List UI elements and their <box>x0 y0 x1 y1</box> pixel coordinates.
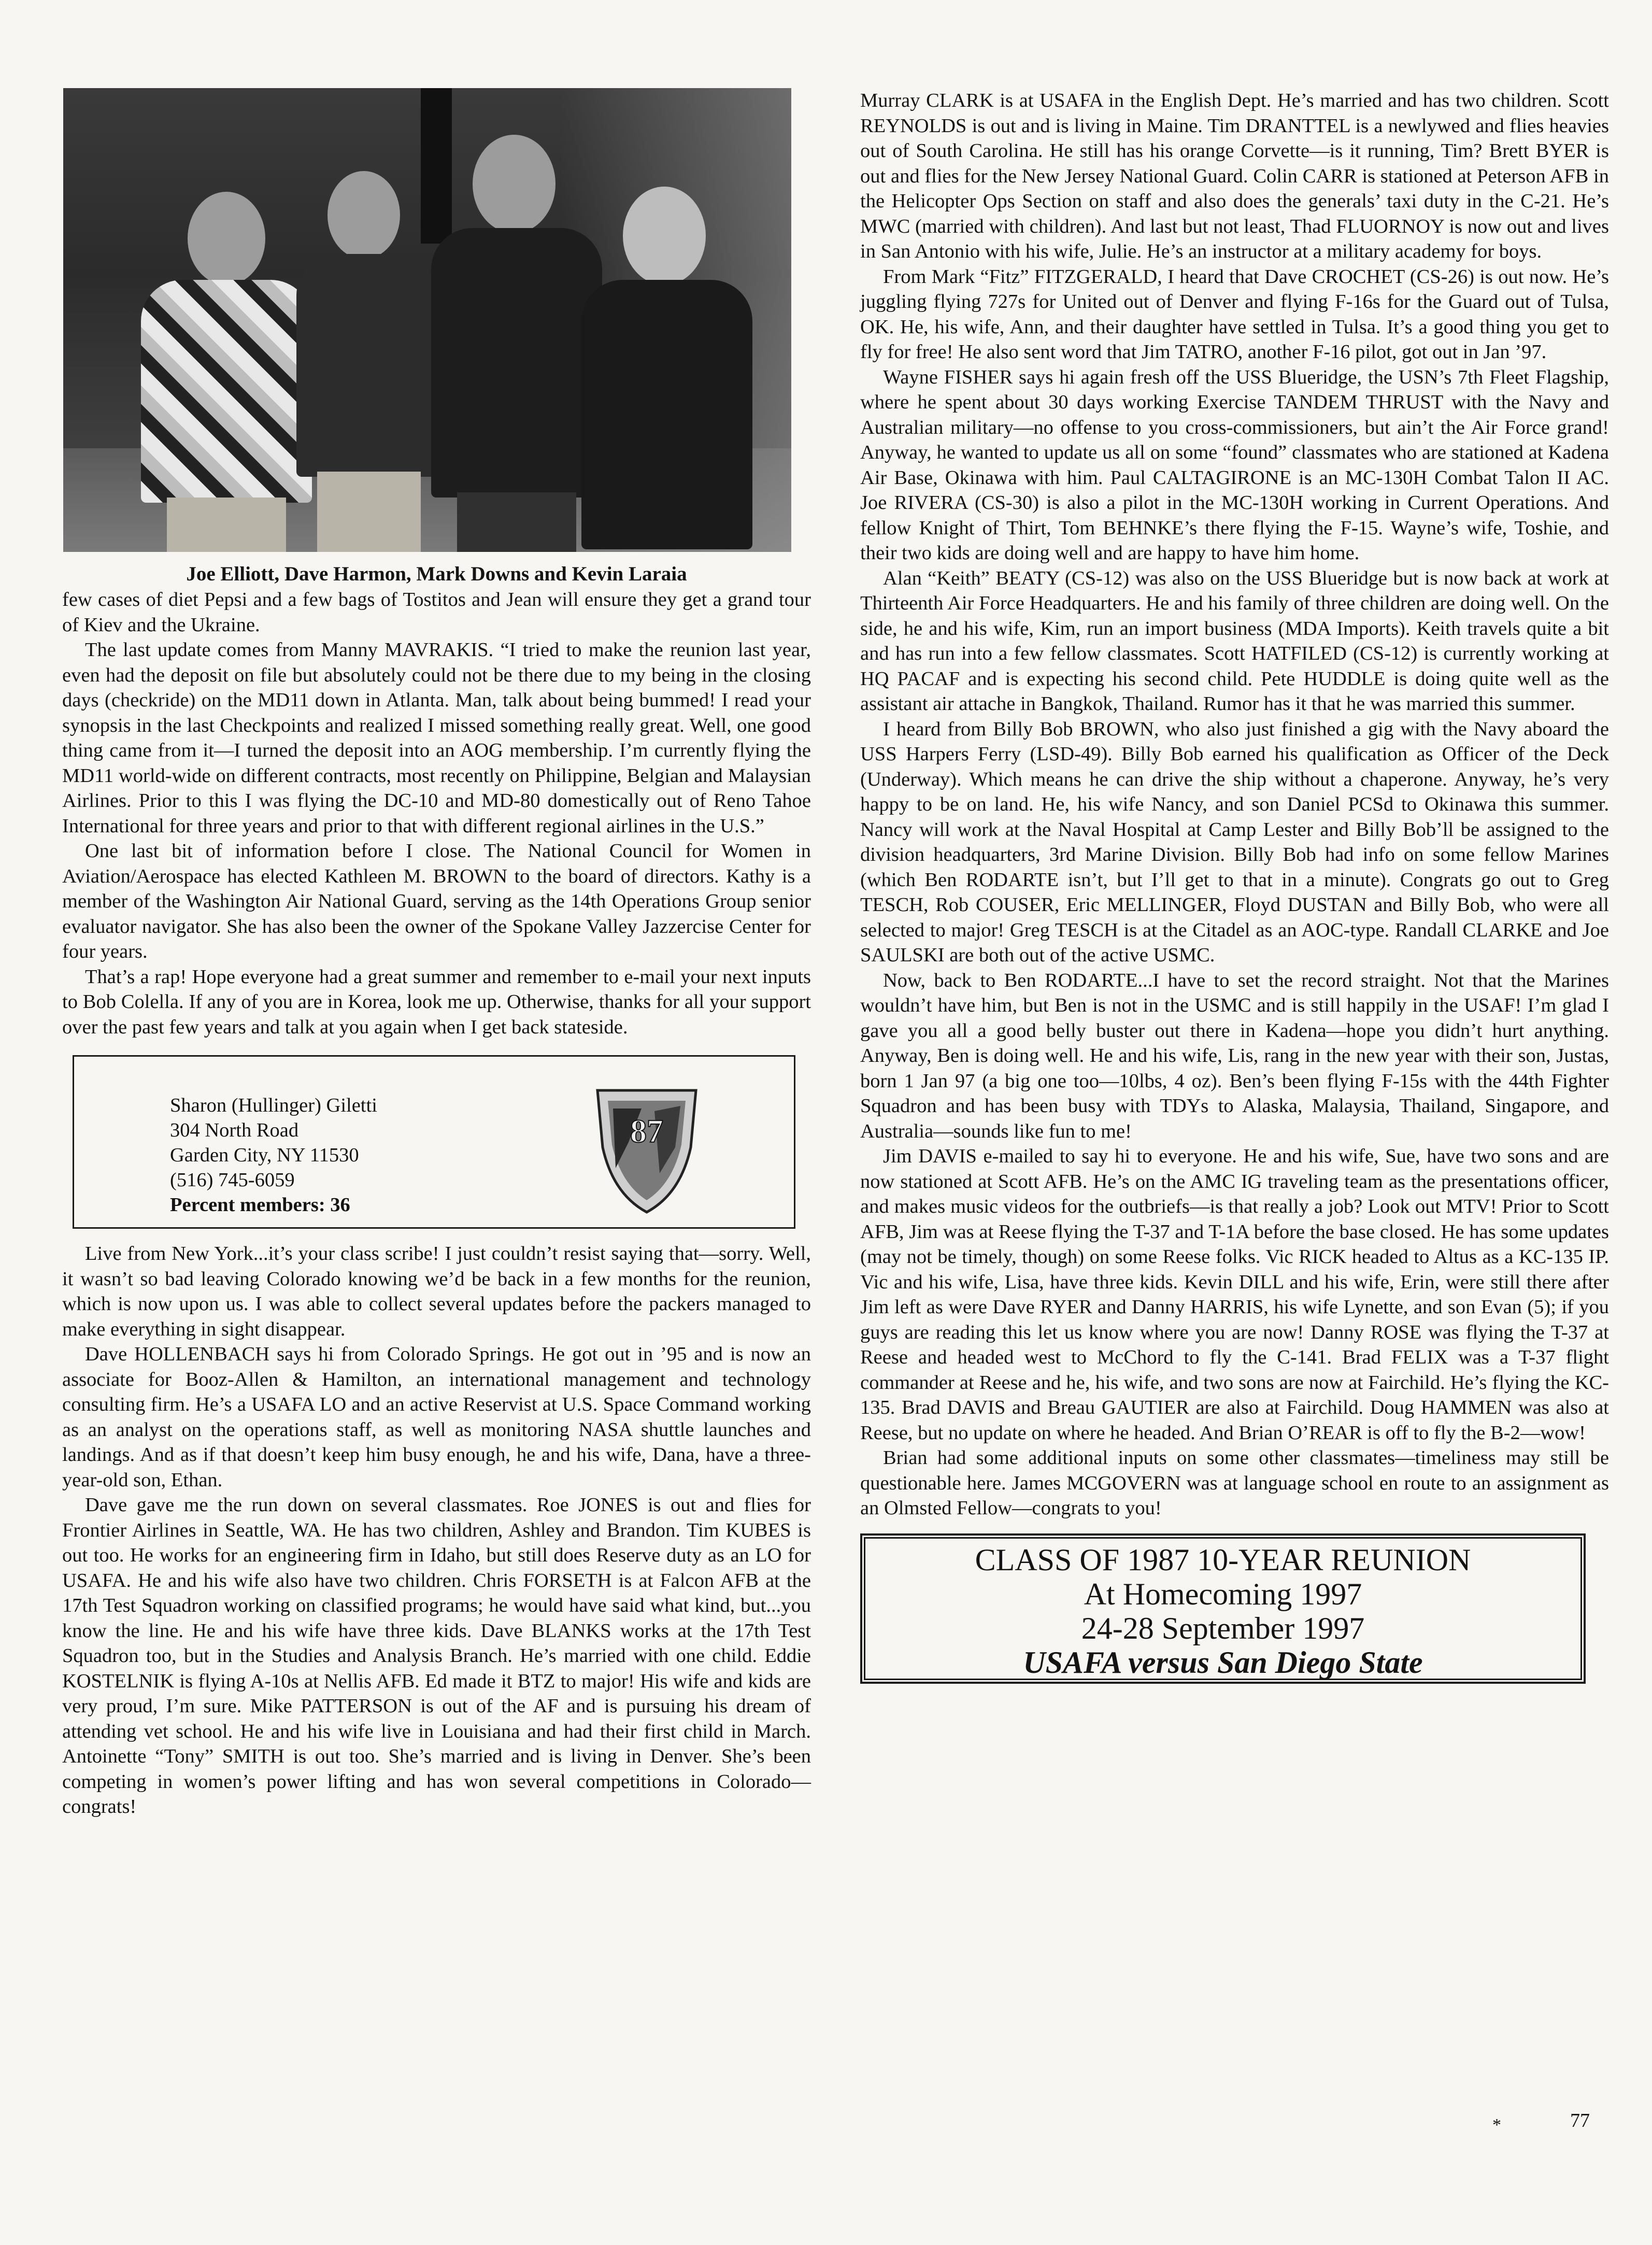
scribe-phone: (516) 745-6059 <box>170 1169 295 1191</box>
article-paragraph: Dave HOLLENBACH says hi from Colorado Springs. He got out in ’95 and is now an associate for Booz-Allen & Hamilton, an international management and technology consulting firm. He’s a USAFA LO and an active Reservist at U.S. Space Command working as an analyst on the operations staff, as well as monitoring NASA shuttle launches and landings. And as if that doesn’t keep him busy enough, he and his wife, Dana, have a three-year-old son, Ethan. <box>62 1343 811 1491</box>
photo-caption: Joe Elliott, Dave Harmon, Mark Downs and Kevin Laraia <box>186 563 687 585</box>
reunion-game: USAFA versus San Diego State <box>1023 1645 1423 1680</box>
article-paragraph: few cases of diet Pepsi and a few bags of Tostitos and Jean will ensure they get a grand tour of Kiev and the Ukraine. <box>62 589 811 636</box>
article-paragraph: That’s a rap! Hope everyone had a great summer and remember to e-mail your next inputs to Bob Colella. If any of you are in Korea, look me up. Otherwise, thanks for all your support over the past few years and talk at you again when I get back stateside. <box>62 965 811 1038</box>
article-paragraph: Brian had some additional inputs on some other classmates—timeliness may still be questionable here. James MCGOVERN was at language school en route to an assignment as an Olmsted Fellow—congrats to you! <box>860 1447 1609 1519</box>
percent-members: Percent members: 36 <box>170 1194 350 1216</box>
left-column <box>62 88 811 1820</box>
article-paragraph: From Mark “Fitz” FITZGERALD, I heard that Dave CROCHET (CS-26) is out now. He’s juggling flying 727s for United out of Denver and flying F-16s for the Guard out of Tulsa, OK. He, his wife, Ann, and their daughter have settled in Tulsa. It’s a good thing you get to fly for free! He also sent word that Jim TATRO, another F-16 pilot, got out in Jan ’97. <box>860 265 1609 363</box>
article-paragraph: Now, back to Ben RODARTE...I have to set the record straight. Not that the Marines wouldn’t have him, but Ben is not in the USMC and is still happily in the USAF! I’m glad I gave you all a good belly buster out there in Kadena—hope you didn’t hurt anything. Anyway, Ben is doing well. He and his wife, Lis, rang in the new year with their son, Justas, born 1 Jan 97 (a big one too—10lbs, 4 oz). Ben’s been flying F-15s with the 44th Fighter Squadron and has been busy with TDYs to Alaska, Malaysia, Thailand, Singapore, and Australia—sounds like fun to me! <box>860 969 1609 1142</box>
scribe-name: Sharon (Hullinger) Giletti <box>170 1095 377 1116</box>
article-paragraph: One last bit of information before I close. The National Council for Women in Aviation/Aerospace has elected Kathleen M. BROWN to the board of directors. Kathy is a member of the Washington Air National Guard, serving as the 14th Operations Group senior evaluator navigator. She has also been the owner of the Spokane Valley Jazzercise Center for four years. <box>62 840 811 962</box>
scribe-street: 304 North Road <box>170 1119 299 1141</box>
article-paragraph: Live from New York...it’s your class scribe! I just couldn’t resist saying that—sorry. Well, it wasn’t so bad leaving Colorado knowing we’d be back in a few months for the reunion, which is now upon us. I was able to collect several updates before the packers managed to make everything in sight disappear. <box>62 1243 811 1340</box>
article-paragraph: I heard from Billy Bob BROWN, who also just finished a gig with the Navy aboard the USS Harpers Ferry (LSD-49). Billy Bob earned his qualification as Officer of the Deck (Underway). Which means he can drive the ship without a chaperone. Anyway, he’s very happy to be on land. He, his wife Nancy, and son Daniel PCSd to Okinawa this summer. Nancy will work at the Naval Hospital at Camp Lester and Billy Bob’ll be assigned to the division headquarters, 3rd Marine Division. Billy Bob had info on some fellow Marines (which Ben RODARTE isn’t, but I’ll get to that in a minute). Congrats go out to Greg TESCH, Rob COUSER, Eric MELLINGER, Floyd DUSTAN and Billy Bob, who were all selected to major! Greg TESCH is at the Citadel as an AOC-type. Randall CLARKE and Joe SAULSKI are both out of the active USMC. <box>860 718 1609 966</box>
right-column <box>860 88 1609 1684</box>
article-paragraph: The last update comes from Manny MAVRAKIS. “I tried to make the reunion last year, even had the deposit on file but absolutely could not be there due to my being in the closing days (checkride) on the MD11 down in Atlanta. Man, talk about being bummed! I read your synopsis in the last Checkpoints and realized I missed something really great. Well, one good thing came from it—I turned the deposit into an AOG membership. I’m currently flying the MD11 world-wide on different contracts, most recently on Philippine, Belgian and Malaysian Airlines. Prior to this I was flying the DC-10 and MD-80 domestically out of Reno Tahoe International for three years and prior to that with different regional airlines in the U.S.” <box>62 639 811 837</box>
article-paragraph: Alan “Keith” BEATY (CS-12) was also on the USS Blueridge but is now back at work at Thirteenth Air Force Headquarters. He and his family of three children are doing well. On the side, he and his wife, Kim, run an import business (MDA Imports). Keith travels quite a bit and has run into a few fellow classmates. Scott HATFILED (CS-12) is currently working at HQ PACAF and is expecting his second child. Pete HUDDLE is doing quite well as the assistant air attache in Bangkok, Thailand. Rumor has it that he was married this summer. <box>860 567 1609 715</box>
article-paragraph: Murray CLARK is at USAFA in the English Dept. He’s married and has two children. Scott REYNOLDS is out and is living in Maine. Tim DRANTTEL is a newlywed and flies heavies out of South Carolina. He still has his orange Corvette—is it running, Tim? Brett BYER is out and flies for the New Jersey National Guard. Colin CARR is stationed at Peterson AFB in the Helicopter Ops Section on staff and also does the generals’ taxi duty in the C-21. He’s MWC (married with children). And last but not least, Thad FLUORNOY is now out and lives in San Antonio with his wife, Julie. He’s an instructor at a military academy for boys. <box>860 90 1609 262</box>
article-paragraph: Wayne FISHER says hi again fresh off the USS Blueridge, the USN’s 7th Fleet Flagship, where he spent about 30 days working Exercise TANDEM THRUST with the Navy and Australian military—no offense to you cross-commissioners, but ain’t the Air Force grand! Anyway, he wanted to update us all on some “found” classmates who are stationed at Kadena Air Base, Okinawa with him. Paul CALTAGIRONE is an MC-130H Combat Talon II AC. Joe RIVERA (CS-30) is also a pilot in the MC-130H working in Current Operations. And fellow Knight of Thirt, Tom BEHNKE’s there flying the F-15. Wayne’s wife, Toshie, and their two kids are doing well and are happy to have him home. <box>860 366 1609 564</box>
article-paragraph: Jim DAVIS e-mailed to say hi to everyone. He and his wife, Sue, have two sons and are now stationed at Scott AFB. He’s on the AMC IG traveling team as the presentations officer, and makes music videos for the outbriefs—is that really a job? Look out MTV! Prior to Scott AFB, Jim was at Reese flying the T-37 and T-1A before the base closed. He has some updates (may not be timely, though) on some Reese folks. Vic RICK headed to Altus as a KC-135 IP. Vic and his wife, Lisa, have three kids. Kevin DILL and his wife, Erin, were still there after Jim left as were Dave RYER and Danny HARRIS, his wife Lynette, and son Evan (5); if you guys are reading this let us know where you are now! Danny ROSE was flying the T-37 at Reese and headed west to McChord to fly the C-141. Brad FELIX was a T-37 flight commander at Reese and he, his wife, and two sons are now at Fairchild. He’s flying the KC-135. Brad DAVIS and Breau GAUTIER are also at Fairchild. Doug HAMMEN was also at Reese, but no update on where he headed. And Brian O’REAR is off to fly the B-2—wow! <box>860 1145 1609 1444</box>
crest-label: 87 <box>630 1113 663 1149</box>
reunion-event: At Homecoming 1997 <box>1084 1576 1362 1611</box>
reunion-dates: 24-28 September 1997 <box>1081 1611 1365 1645</box>
stray-mark: * <box>1492 2115 1501 2135</box>
page-number: 77 <box>1570 2110 1590 2132</box>
reunion-announcement <box>860 1533 1586 1684</box>
reunion-title: CLASS OF 1987 10-YEAR REUNION <box>975 1542 1471 1577</box>
scribe-address-box <box>73 1055 795 1229</box>
reunion-photo <box>63 88 791 552</box>
article-paragraph: Dave gave me the run down on several classmates. Roe JONES is out and flies for Frontier Airlines in Seattle, WA. He has two children, Ashley and Brandon. Tim KUBES is out too. He works for an engineering firm in Idaho, but still does Reserve duty as an LO for USAFA. He and his wife also have two children. Chris FORSETH is at Falcon AFB at the 17th Test Squadron working on classified programs; he would have said what kind, but...you know the line. He and his wife have three kids. Dave BLANKS works at the 17th Test Squadron too, but in the Studies and Analysis Branch. He’s married with one child. Eddie KOSTELNIK is flying A-10s at Nellis AFB. Ed made it BTZ to major! His wife and kids are very proud, I’m sure. Mike PATTERSON is out of the AF and is pursuing his dream of attending vet school. He and his wife live in Louisiana and had their first child in March. Antoinette “Tony” SMITH is out too. She’s married and is living in Denver. She’s been competing in women’s power lifting and has won several competitions in Colorado—congrats! <box>62 1494 811 1817</box>
scribe-city: Garden City, NY 11530 <box>170 1144 359 1166</box>
class-crest-icon <box>592 1085 701 1215</box>
